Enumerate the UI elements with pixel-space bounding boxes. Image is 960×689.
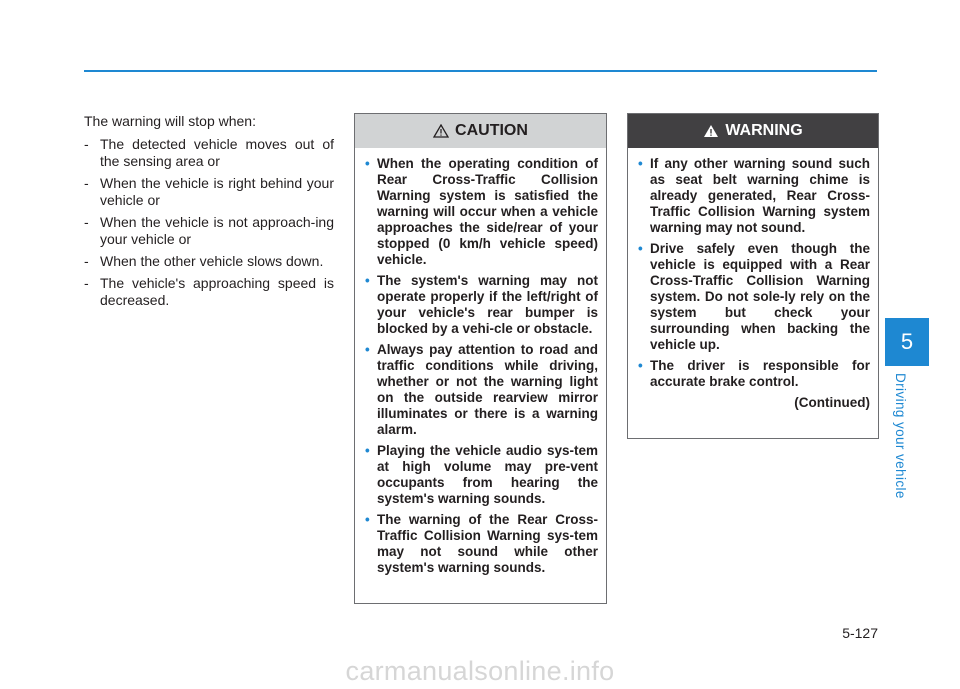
caution-title: CAUTION xyxy=(455,122,528,139)
caution-list xyxy=(365,156,598,576)
caution-header xyxy=(355,114,606,148)
list-item: - When the other vehicle slows down. xyxy=(84,253,324,269)
list-item: - When the vehicle is not approach-ing your vehicle or xyxy=(84,214,334,247)
dash-marker: - xyxy=(84,214,89,230)
caution-box xyxy=(354,113,607,604)
list-item: - When the vehicle is right behind your vehicle or xyxy=(84,175,334,208)
caution-body xyxy=(355,148,606,576)
warning-triangle-icon xyxy=(703,124,719,138)
list-item: • The warning of the Rear Cross-Traffic Collision Warning sys-tem may not sound while other system's warning sounds. xyxy=(365,512,598,575)
bullet-dot: • xyxy=(365,342,370,357)
bullet-dot: • xyxy=(365,156,370,171)
warning-body xyxy=(628,148,878,411)
chapter-title: Driving your vehicle xyxy=(893,373,908,499)
left-column xyxy=(84,113,334,314)
warning-list xyxy=(638,156,870,390)
stop-conditions-list xyxy=(84,136,334,309)
dash-marker: - xyxy=(84,253,89,269)
list-item: - The vehicle's approaching speed is decreased. xyxy=(84,275,334,308)
chapter-number: 5 xyxy=(900,329,914,354)
bullet-dot: • xyxy=(638,358,643,373)
caution-triangle-icon xyxy=(433,124,449,138)
bullet-dot: • xyxy=(638,156,643,171)
list-item: • When the operating condition of Rear Cross-Traffic Collision Warning system is satisfied the warning will occur when a vehicle approaches the side/rear of your stopped (0 km/h vehicle speed) vehicle. xyxy=(365,156,598,267)
bullet-dot: • xyxy=(638,241,643,256)
dash-marker: - xyxy=(84,275,89,291)
list-item: • Drive safely even though the vehicle is equipped with a Rear Cross-Traffic Collision Warning system. Do not sole-ly rely on the system but check your surrounding when backing the vehicle up. xyxy=(638,241,870,352)
dash-marker: - xyxy=(84,136,89,152)
chapter-tab xyxy=(885,318,929,366)
list-item: • Playing the vehicle audio sys-tem at high volume may pre-vent occupants from hearing the system's warning sounds. xyxy=(365,443,598,506)
watermark: carmanualsonline.info xyxy=(345,656,615,686)
header-rule xyxy=(84,70,877,72)
page-number: 5-127 xyxy=(842,625,878,641)
bullet-dot: • xyxy=(365,512,370,527)
list-item: • The driver is responsible for accurate brake control. xyxy=(638,358,870,389)
list-item: • The system's warning may not operate properly if the left/right of your vehicle's rear bumper is blocked by a vehi-cle or obstacle. xyxy=(365,273,598,336)
warning-box xyxy=(627,113,879,439)
bullet-dot: • xyxy=(365,273,370,288)
list-item: • If any other warning sound such as seat belt warning chime is already generated, Rear Cross-Traffic Collision Warning system warning may not sound. xyxy=(638,156,870,235)
warning-header xyxy=(628,114,878,148)
lead-text: The warning will stop when: xyxy=(84,113,256,129)
dash-marker: - xyxy=(84,175,89,191)
list-item: • Always pay attention to road and traffic conditions while driving, whether or not the warning light on the outside rearview mirror illuminates or there is a warning alarm. xyxy=(365,342,598,437)
bullet-dot: • xyxy=(365,443,370,458)
list-item: - The detected vehicle moves out of the sensing area or xyxy=(84,136,334,169)
warning-title: WARNING xyxy=(725,122,803,139)
continued-note: (Continued) xyxy=(794,395,870,410)
